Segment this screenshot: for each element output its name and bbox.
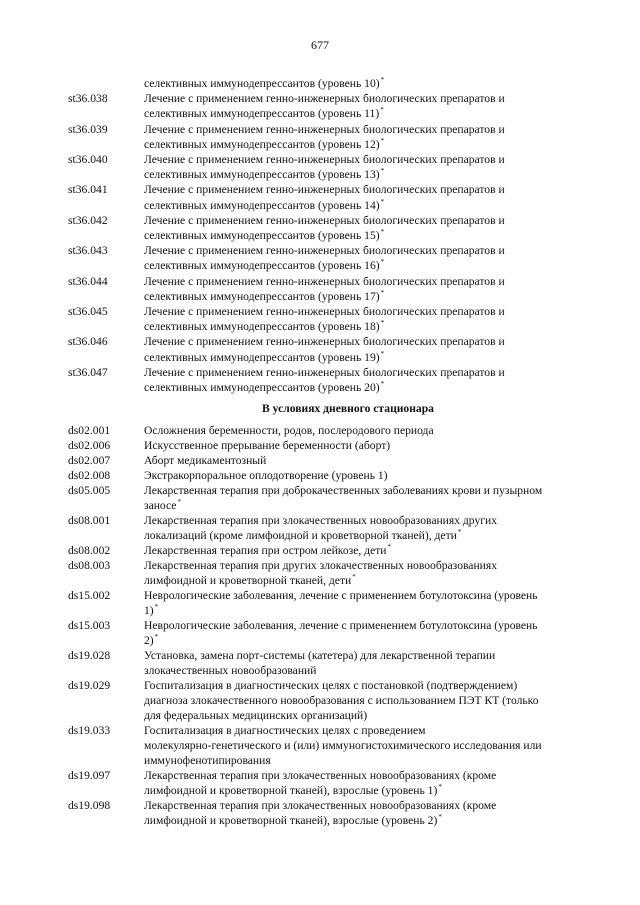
entry-code: ds02.007	[68, 454, 111, 468]
footnote-mark: *	[177, 498, 181, 507]
entry-text	[144, 543, 588, 558]
entry-line: Лечение с применением генно-инженерных биологических препаратов и	[144, 122, 505, 136]
entry-line: Лекарственная терапия при злокачественных новообразованиях других	[144, 514, 497, 528]
entry-code: ds19.028	[68, 649, 111, 663]
entry-line: Аборт медикаментозный	[144, 454, 267, 468]
entry-text	[144, 274, 588, 304]
continuation-entry	[68, 76, 588, 91]
entry-text	[144, 618, 588, 648]
table-row	[68, 334, 588, 364]
entry-text	[144, 513, 588, 543]
entry-text	[144, 423, 588, 438]
footnote-mark: *	[380, 380, 385, 389]
entry-code: st36.041	[68, 183, 108, 197]
table-row	[68, 543, 588, 558]
entry-line: иммунофенотипирования	[144, 754, 271, 768]
entry-text	[144, 798, 588, 828]
entry-line: селективных иммунодепрессантов (уровень 11)	[144, 107, 380, 121]
entry-line: молекулярно-генетического и (или) иммуногистохимического исследования или	[144, 739, 542, 753]
entry-code: st36.044	[68, 274, 108, 288]
entry-code: ds15.002	[68, 589, 111, 603]
table-row	[68, 152, 588, 182]
entry-code: ds08.003	[68, 559, 111, 573]
footnote-mark: *	[380, 258, 385, 267]
entry-line: селективных иммунодепрессантов (уровень 15)	[144, 229, 380, 243]
footnote-mark: *	[380, 349, 385, 358]
entry-line: Госпитализация в диагностических целях с проведением	[144, 724, 426, 738]
entry-line: селективных иммунодепрессантов (уровень 16)	[144, 259, 380, 273]
entry-text	[144, 213, 588, 243]
entry-code: st36.039	[68, 122, 108, 136]
entry-code: st36.046	[68, 335, 108, 349]
footnote-mark: *	[380, 288, 385, 297]
entry-text	[144, 365, 588, 395]
entry-line: Экстракорпоральное оплодотворение (уровень 1)	[144, 469, 388, 483]
entry-text	[144, 91, 588, 121]
entry-code: st36.045	[68, 305, 108, 319]
table-row	[68, 723, 588, 768]
table-row	[68, 768, 588, 798]
entry-line: Лечение с применением генно-инженерных биологических препаратов и	[144, 335, 505, 349]
entry-line: Неврологические заболевания, лечение с применением ботулотоксина (уровень	[144, 589, 538, 603]
entry-line: Лечение с применением генно-инженерных биологических препаратов и	[144, 92, 505, 106]
entry-code: st36.040	[68, 153, 108, 167]
entry-code: ds15.003	[68, 619, 111, 633]
entry-line: селективных иммунодепрессантов (уровень 17)	[144, 289, 380, 303]
entry-line: Лекарственная терапия при злокачественных новообразованиях (кроме	[144, 799, 497, 813]
table-row	[68, 678, 588, 723]
footnote-mark: *	[380, 136, 385, 145]
entry-text	[144, 558, 588, 588]
entry-code	[68, 76, 144, 91]
entry-text	[144, 122, 588, 152]
entry-line: 1)	[144, 604, 154, 618]
entry-code: ds05.005	[68, 484, 111, 498]
entry-line: Осложнения беременности, родов, послеродового периода	[144, 424, 434, 438]
entry-line: селективных иммунодепрессантов (уровень 19)	[144, 350, 380, 364]
entry-code: ds19.033	[68, 724, 111, 738]
entry-code: ds19.029	[68, 679, 111, 693]
footnote-mark: *	[154, 603, 159, 612]
entry-line: селективных иммунодепрессантов (уровень 12)	[144, 137, 380, 151]
entry-text	[144, 648, 588, 678]
entry-code: st36.047	[68, 365, 108, 379]
table-row	[68, 182, 588, 212]
entry-line: Лекарственная терапия при злокачественных новообразованиях (кроме	[144, 769, 497, 783]
table-row	[68, 91, 588, 121]
hospital-entries	[68, 91, 588, 395]
footnote-mark: *	[438, 783, 442, 792]
entry-line: Лекарственная терапия при остром лейкозе, дети	[144, 544, 387, 558]
footnote-mark: *	[380, 197, 385, 206]
entry-text	[144, 243, 588, 273]
entry-line: Лечение с применением генно-инженерных биологических препаратов и	[144, 153, 505, 167]
entry-line: селективных иммунодепрессантов (уровень 14)	[144, 198, 380, 212]
entry-line: Лечение с применением генно-инженерных биологических препаратов и	[144, 365, 505, 379]
entry-text	[144, 438, 588, 453]
entry-code: ds08.001	[68, 514, 111, 528]
entry-line: Лечение с применением генно-инженерных биологических препаратов и	[144, 183, 505, 197]
table-row	[68, 365, 588, 395]
table-row	[68, 468, 588, 483]
entry-line: злокачественных новообразований	[144, 664, 317, 678]
entry-line: Госпитализация в диагностических целях с постановкой (подтверждением)	[144, 679, 518, 693]
entry-line: заносе	[144, 499, 177, 513]
footnote-mark: *	[380, 228, 385, 237]
day-hospital-entries	[68, 423, 588, 828]
footnote-mark: *	[380, 76, 385, 84]
entry-code: ds02.006	[68, 439, 111, 453]
entry-line: Установка, замена порт-системы (катетера) для лекарственной терапии	[144, 649, 496, 663]
footnote-mark: *	[380, 319, 385, 328]
table-row	[68, 618, 588, 648]
entry-line: Лечение с применением генно-инженерных биологических препаратов и	[144, 274, 505, 288]
footnote-mark: *	[380, 106, 384, 115]
entry-line: селективных иммунодепрессантов (уровень 10)	[144, 77, 380, 90]
footnote-mark: *	[154, 633, 159, 642]
entry-line: Лечение с применением генно-инженерных биологических препаратов и	[144, 305, 505, 319]
table-row	[68, 483, 588, 513]
entry-code: st36.043	[68, 244, 108, 258]
table-row	[68, 453, 588, 468]
entry-text	[144, 182, 588, 212]
section-title: В условиях дневного стационара	[262, 402, 434, 416]
table-row	[68, 243, 588, 273]
entry-line: Лечение с применением генно-инженерных биологических препаратов и	[144, 213, 505, 227]
entry-line: селективных иммунодепрессантов (уровень 13)	[144, 168, 380, 182]
table-row	[68, 648, 588, 678]
entry-code: ds08.002	[68, 544, 111, 558]
entry-code: st36.038	[68, 92, 108, 106]
entry-text	[144, 468, 588, 483]
footnote-mark: *	[380, 167, 385, 176]
table-row	[68, 513, 588, 543]
table-row	[68, 213, 588, 243]
footnote-mark: *	[438, 813, 442, 822]
table-row	[68, 798, 588, 828]
table-row	[68, 423, 588, 438]
entry-line: диагноза злокачественного новообразования с использованием ПЭТ КТ (только	[144, 694, 539, 708]
footnote-mark: *	[352, 573, 356, 582]
entry-line: лимфоидной и кроветворной тканей, дети	[144, 574, 352, 588]
entry-line: селективных иммунодепрессантов (уровень 18)	[144, 320, 380, 334]
entry-text	[144, 678, 588, 723]
entry-line: для федеральных медицинских организаций)	[144, 709, 368, 723]
entry-text	[144, 588, 588, 618]
entry-text	[144, 152, 588, 182]
entry-line: Неврологические заболевания, лечение с применением ботулотоксина (уровень	[144, 619, 538, 633]
entry-code: ds02.008	[68, 469, 111, 483]
entry-text	[144, 453, 588, 468]
entry-text	[144, 483, 588, 513]
table-row	[68, 122, 588, 152]
entry-code: ds02.001	[68, 424, 111, 438]
entry-line: 2)	[144, 634, 154, 648]
entry-text	[144, 723, 588, 768]
table-row	[68, 558, 588, 588]
entry-line: лимфоидной и кроветворной тканей), взрослые (уровень 2)	[144, 814, 438, 828]
entry-line: Искусственное прерывание беременности (аборт)	[144, 439, 391, 453]
entry-code: st36.042	[68, 213, 108, 227]
entry-line: Лекарственная терапия при доброкачественных заболеваниях крови и пузырном	[144, 484, 543, 498]
entry-text	[144, 304, 588, 334]
entry-text	[144, 76, 588, 91]
entry-code: ds19.098	[68, 799, 111, 813]
entry-line: лимфоидной и кроветворной тканей), взрослые (уровень 1)	[144, 784, 438, 798]
document-body	[68, 76, 588, 828]
footnote-mark: *	[457, 528, 462, 537]
entry-line: Лекарственная терапия при других злокачественных новообразованиях	[144, 559, 497, 573]
entry-line: локализаций (кроме лимфоидной и кроветворной тканей), дети	[144, 529, 457, 543]
table-row	[68, 438, 588, 453]
table-row	[68, 588, 588, 618]
entry-line: селективных иммунодепрессантов (уровень 20)	[144, 381, 380, 395]
footnote-mark: *	[387, 543, 391, 552]
table-row	[68, 304, 588, 334]
entry-text	[144, 334, 588, 364]
table-row	[68, 274, 588, 304]
page-number: 677	[311, 38, 329, 52]
entry-text	[144, 768, 588, 798]
entry-code: ds19.097	[68, 769, 111, 783]
entry-line: Лечение с применением генно-инженерных биологических препаратов и	[144, 244, 505, 258]
